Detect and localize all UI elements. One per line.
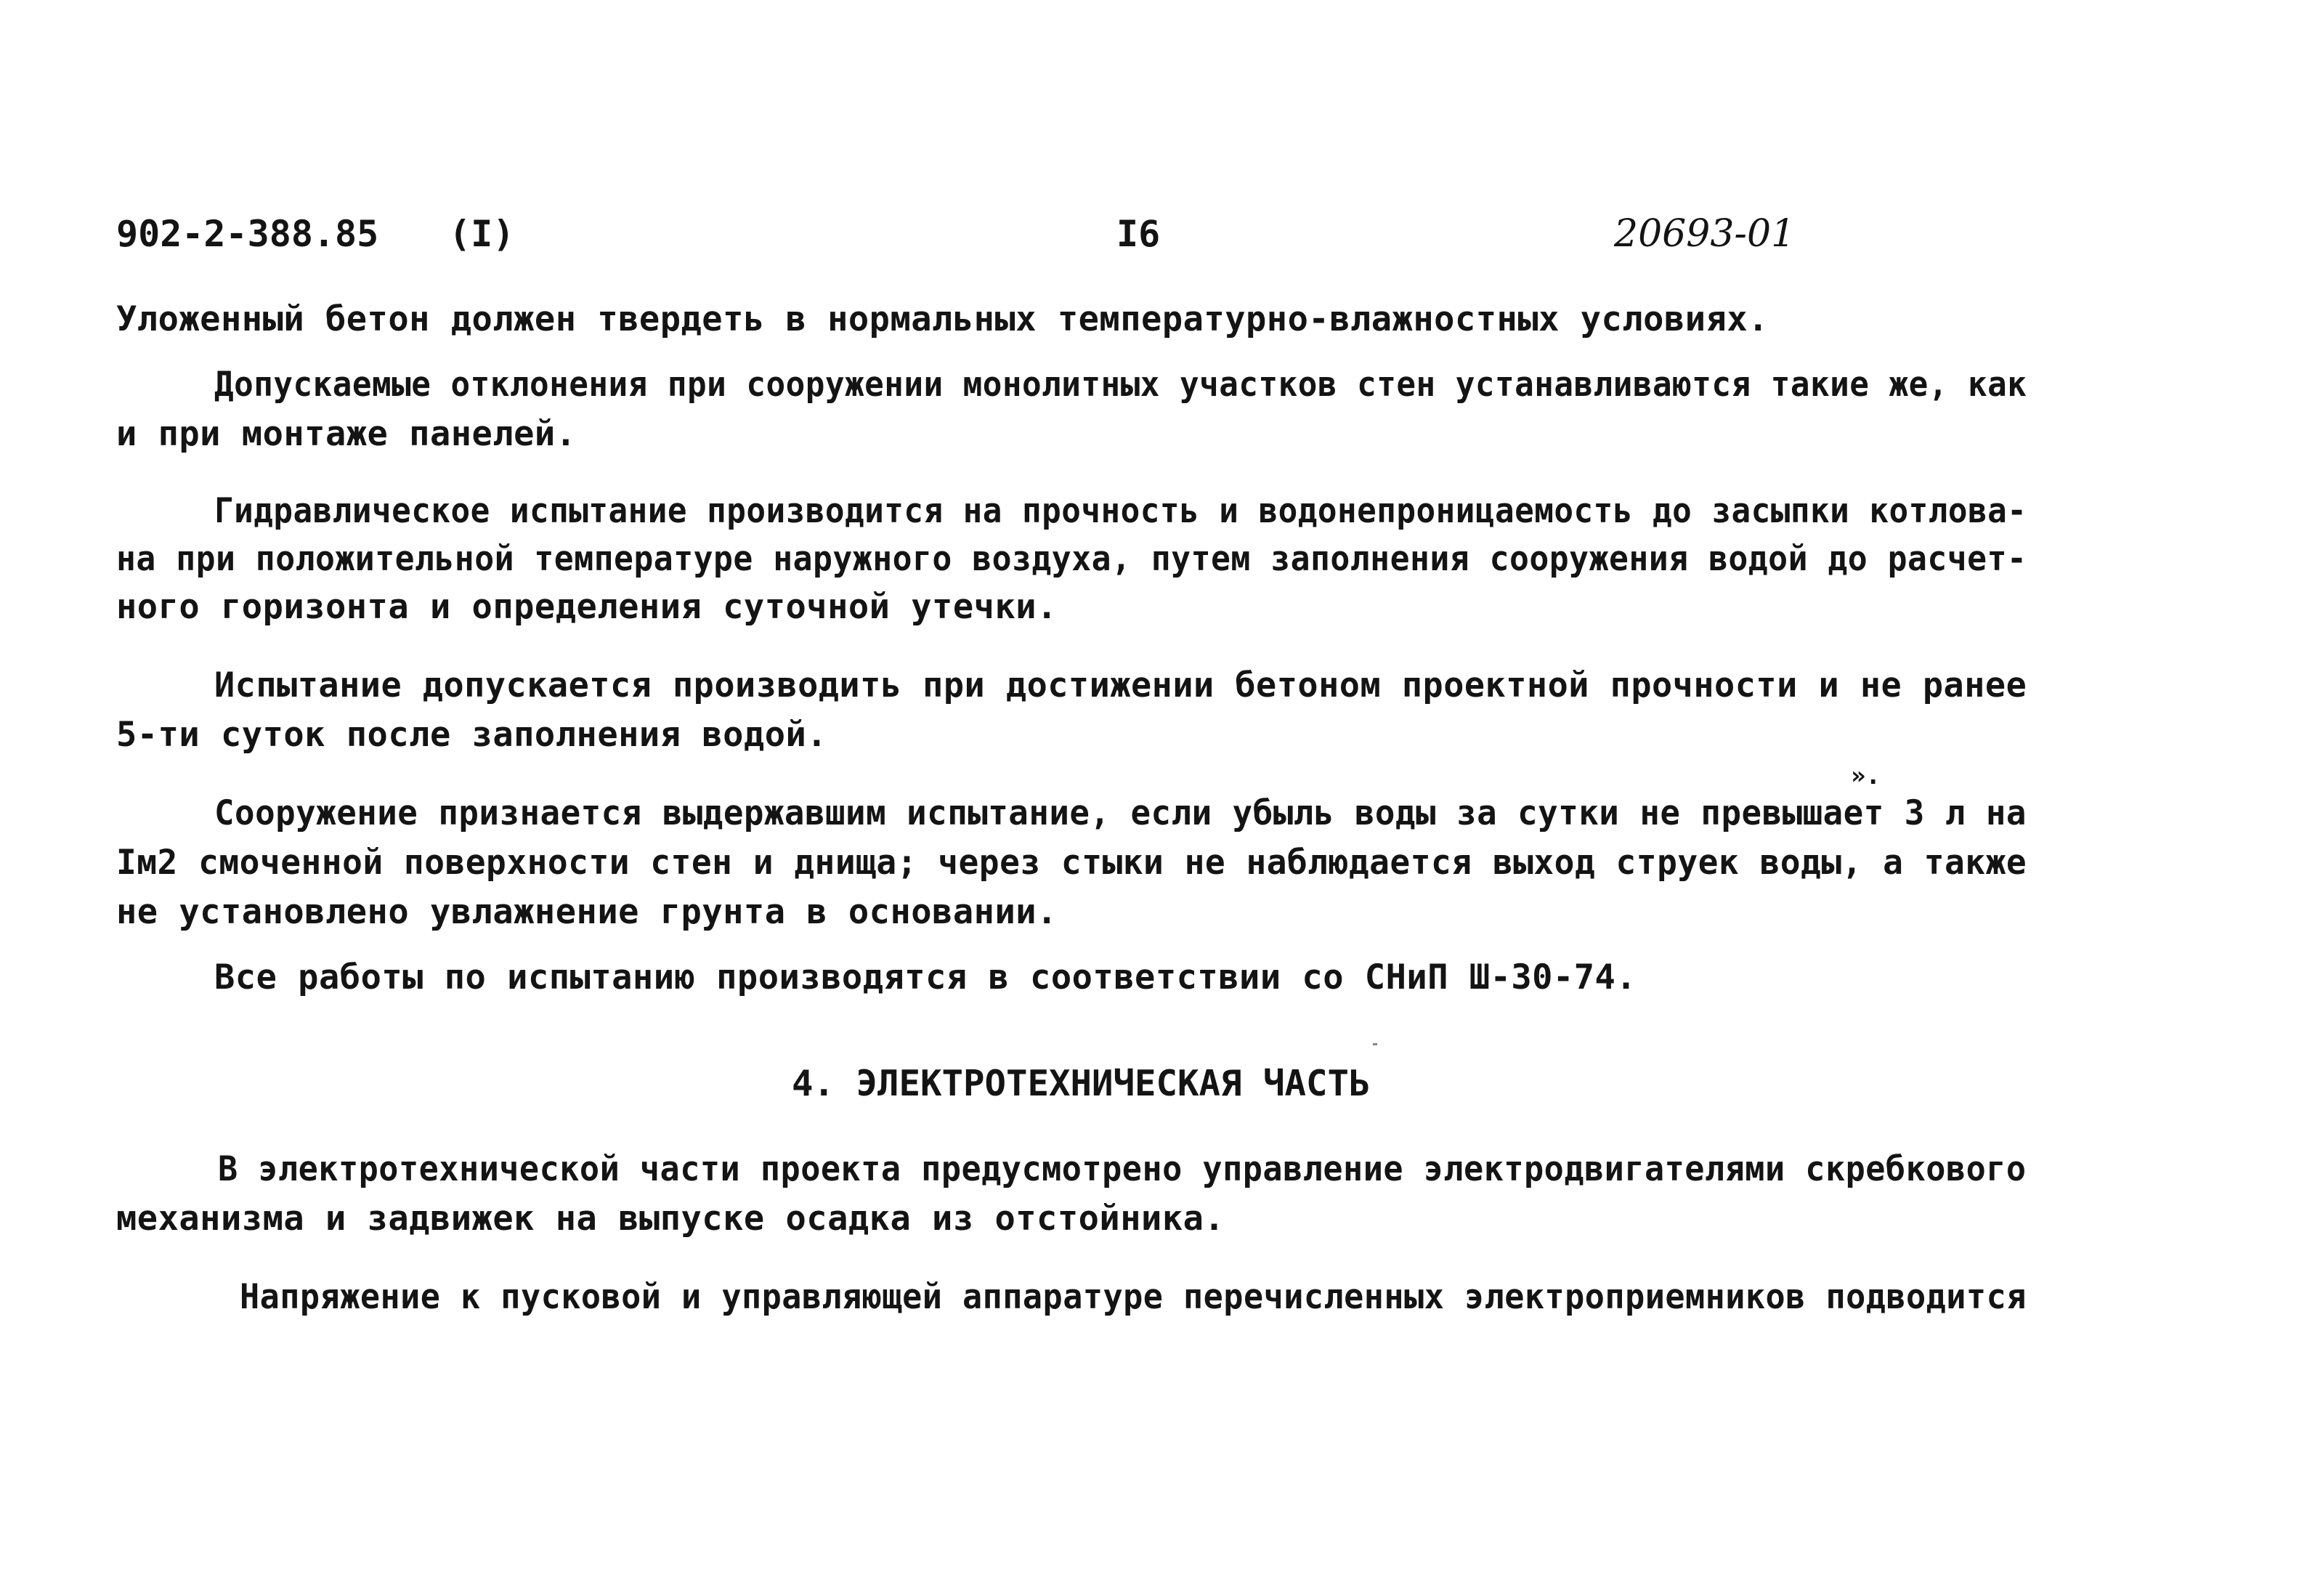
scan-speck — [1373, 1043, 1377, 1045]
paragraph-line: Напряжение к пусковой и управляющей аппаратуре перечисленных электроприемников подводится — [240, 1277, 2027, 1317]
paragraph-line: 5-ти суток после заполнения водой. — [116, 715, 828, 755]
paragraph-line: на при положительной температуре наружного воздуха, путем заполнения сооружения водой до расчет- — [116, 539, 2027, 579]
paragraph-line: Допускаемые отклонения при сооружении монолитных участков стен устанавливаются такие же, как — [214, 365, 2027, 405]
paragraph-line: и при монтаже панелей. — [116, 414, 577, 454]
paragraph-line: В электротехнической части проекта предусмотрено управление электродвигателями скребкового — [218, 1149, 2027, 1189]
handwritten-mark: ». — [1851, 761, 1881, 790]
paragraph-line: Сооружение признается выдержавшим испытание, если убыль воды за сутки не превышает 3 л на — [214, 793, 2027, 833]
section-heading: 4. ЭЛЕКТРОТЕХНИЧЕСКАЯ ЧАСТЬ — [792, 1063, 1371, 1104]
paragraph-line: Iм2 смоченной поверхности стен и днища; через стыки не наблюдается выход струек воды, а также — [116, 843, 2027, 883]
page-number: I6 — [1116, 213, 1161, 255]
doc-code: 902-2-388.85 — [116, 213, 379, 255]
paragraph-line: Испытание допускается производить при достижении бетоном проектной прочности и не ранее — [214, 665, 2027, 705]
paragraph-line: механизма и задвижек на выпуске осадка из отстойника. — [116, 1199, 1225, 1239]
paragraph-line: Гидравлическое испытание производится на прочность и водонепроницаемость до засыпки котлова- — [214, 491, 2027, 531]
paragraph-line: Все работы по испытанию производятся в соответствии со СНиП Ш-30-74. — [214, 957, 1637, 997]
paragraph-line: не установлено увлажнение грунта в основании. — [116, 892, 1058, 932]
doc-part: (I) — [449, 213, 515, 255]
paragraph-line: Уложенный бетон должен твердеть в нормальных температурно-влажностных условиях. — [116, 299, 1769, 339]
paragraph-line: ного горизонта и определения суточной утечки. — [116, 587, 1058, 627]
archive-number: 20693-01 — [1614, 212, 1796, 256]
